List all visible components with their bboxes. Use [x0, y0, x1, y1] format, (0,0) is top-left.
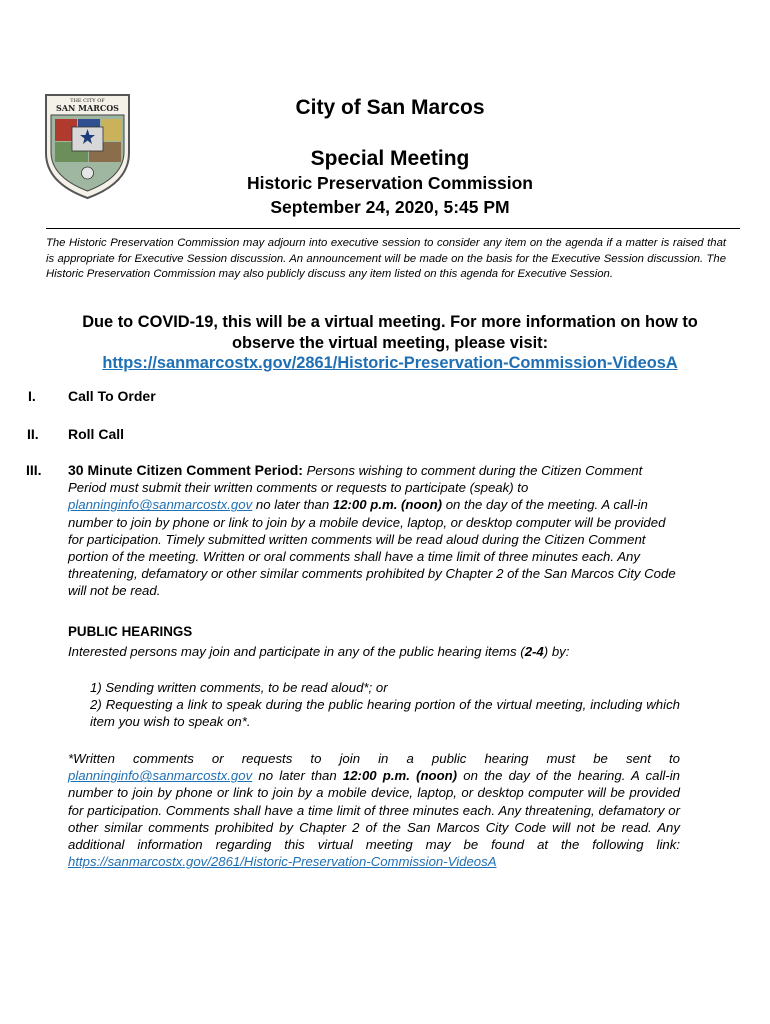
city-seal-logo	[43, 91, 132, 201]
agenda-item-roll-call: Roll Call	[68, 426, 125, 442]
public-hearing-option-1: 1) Sending written comments, to be read aloud*; or	[90, 680, 388, 695]
public-hearing-note	[68, 750, 680, 870]
meeting-date: September 24, 2020, 5:45 PM	[270, 197, 510, 217]
public-hearing-options	[90, 679, 680, 731]
public-hearing-deadline: 12:00 p.m. (noon)	[342, 768, 458, 784]
citizen-comment-deadline: 12:00 p.m. (noon)	[332, 497, 443, 513]
meeting-type: Special Meeting	[310, 147, 470, 170]
public-hearing-option-2: 2) Requesting a link to speak during the public hearing portion of the virtual meeting, including which item you wish to speak on*.	[90, 697, 680, 730]
videos-link[interactable]: https://sanmarcostx.gov/2861/Historic-Preservation-Commission-VideosA	[102, 354, 678, 372]
covid-notice-line1: Due to COVID-19, this will be a virtual meeting. For more information on how to	[82, 313, 698, 331]
public-hearing-email-link[interactable]: planninginfo@sanmarcostx.gov	[68, 768, 253, 784]
citizen-comment-title: 30 Minute Citizen Comment Period:	[68, 462, 303, 478]
citizen-comment-email-link[interactable]: planninginfo@sanmarcostx.gov	[68, 497, 253, 513]
city-title: City of San Marcos	[295, 96, 485, 119]
seal-top-text: THE CITY OF	[70, 98, 105, 104]
public-hearings-intro-b: ) by:	[543, 644, 570, 659]
public-hearings-heading: PUBLIC HEARINGS	[68, 624, 193, 639]
commission-name: Historic Preservation Commission	[247, 173, 533, 193]
agenda-numeral-3: III.	[26, 462, 42, 478]
citizen-comment-text-c: on the day of the meeting. A call-in number to join by phone or link to join by a mobile device, laptop, or desktop computer will be provided for participation. Timely submitted written comments will be read aloud during the Citizen Comment portion of the meeting. Written or oral comments shall have a time limit of three minutes each. Any threatening, defamatory or other similar comments prohibited by Chapter 2 of the San Marcos City Code will not be read.	[68, 497, 676, 599]
public-hearing-note-b: no later than	[258, 768, 337, 784]
public-hearings-item-range: 2-4	[524, 644, 544, 659]
public-hearing-note-a: *Written comments or requests to join in a public hearing must be sent to	[68, 751, 680, 766]
public-hearings-intro-a: Interested persons may join and participate in any of the public hearing items (	[68, 644, 525, 659]
public-hearings-intro	[68, 643, 680, 660]
covid-notice-line2: observe the virtual meeting, please visit:	[231, 333, 549, 352]
citizen-comment-paragraph	[68, 462, 680, 600]
covid-notice	[40, 312, 740, 374]
public-hearing-note-c: on the day of the hearing. A call-in number to join by phone or link to join by a mobile device, laptop, or desktop computer will be provided for participation. Comments shall have a time limit of three minutes each. Any threatening, defamatory or other similar comments prohibited by Chapter 2 of the San Marcos City Code will not be read. Any additional information regarding this virtual meeting may be found at the following link:	[68, 768, 680, 853]
header-divider	[46, 228, 740, 229]
agenda-item-call-to-order: Call To Order	[68, 388, 156, 404]
citizen-comment-text-a: Persons wishing to comment during the Citizen Comment Period must submit their written comments or requests to participate (speak) to	[68, 463, 643, 496]
seal-city-name: SAN MARCOS	[56, 103, 119, 113]
public-hearing-videos-link[interactable]: https://sanmarcostx.gov/2861/Historic-Preservation-Commission-VideosA	[68, 854, 497, 870]
citizen-comment-text-b: no later than	[255, 497, 330, 513]
agenda-numeral-1: I.	[28, 388, 36, 404]
executive-session-disclaimer: The Historic Preservation Commission may adjourn into executive session to consider any item on the agenda if a matter is raised that is appropriate for Executive Session discussion. An announcement will be made on the basis for the Executive Session discussion. The Historic Preservation Commission may also publicly discuss any item listed on this agenda for Executive Session.	[46, 237, 726, 281]
agenda-numeral-2: II.	[27, 426, 39, 442]
